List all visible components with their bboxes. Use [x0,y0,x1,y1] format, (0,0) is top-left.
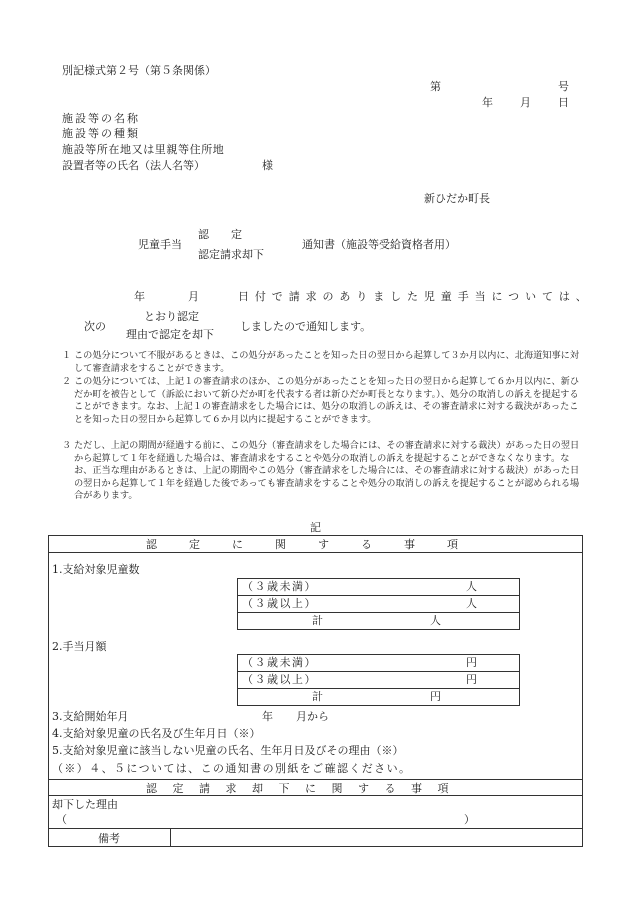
amount-over3-unit: 円 [466,673,477,686]
remarks-field[interactable] [172,829,582,846]
section1-header-text: 認定に関する事項 [146,538,490,551]
divider [237,595,520,596]
section2-header-text: 認定請求却下に関する事項 [146,782,464,795]
title-option-approve: 認 定 [198,228,242,241]
facility-name-label: 施設等の名称 [62,112,140,125]
item1-label: 1.支給対象児童数 [52,563,140,576]
section1-header [146,538,490,552]
item4-label: 4.支給対象児童の氏名及び生年月日（※） [52,727,261,740]
amount-over3-label: （３歳以上） [242,673,317,686]
ki-label: 記 [310,521,321,534]
note-2 [62,376,584,426]
count-total-label: 計 [312,614,323,627]
date-year: 年 [482,96,493,109]
paren-open: （ [56,813,67,826]
footnote: （※）４、５については、この通知書の別紙をご確認ください。 [52,762,412,775]
divider [237,688,520,689]
divider [237,671,520,672]
paren-close: ） [464,813,475,826]
note-number: ３ [62,440,72,451]
body-line1: 日付で請求のありました児童手当については、 [238,290,593,303]
date-day: 日 [558,96,569,109]
title-option-reject: 認定請求却下 [198,248,264,261]
amount-total-unit: 円 [430,690,441,703]
body-option-approve: とおり認定 [144,310,199,323]
amount-under3-label: （３歳未満） [242,656,317,669]
facility-type-label: 施設等の種類 [62,127,140,140]
title-prefix: 児童手当 [138,238,182,251]
item3-label: 3.支給開始年月 [52,710,129,723]
section2-header [146,782,486,796]
note-text: ただし、上記の期間が経過する前に、この処分（審査請求をした場合には、その審査請求に対する裁決）があった日の翌日から起算して１年を経過した場合は、審査請求をすることや処分の取消しの訴えを提起することができなくなります。なお、正当な理由があるときは、上記の期間やこの処分（審査請求をした場合には、その審査請求に対する裁決）があった日の翌日から起算して１年を経過した後であっても審査請求をすることや処分の取消しの訴えを提起することが認められる場合があります。 [74,440,580,502]
note-text: この処分について不服があるときは、この処分があったことを知った日の翌日から起算して３か月以内に、北海道知事に対して審査請求をすることができます。 [74,350,580,374]
note-number: ２ [62,376,72,387]
item2-label: 2.手当月額 [52,640,107,653]
date-month: 月 [520,96,531,109]
body-next: 次の [84,320,106,333]
count-over3-label: （３歳以上） [242,597,317,610]
count-under3-unit: 人 [466,580,477,593]
note-number: １ [62,350,72,361]
body-option-reject: 理由で認定を却下 [126,328,214,341]
doc-number-suffix: 号 [558,80,569,93]
item3-year: 年 [262,710,273,723]
count-over3-unit: 人 [466,597,477,610]
note-text: この処分については、上記１の審査請求のほか、この処分があったことを知った日の翌日から起算して６か月以内に、新ひだか町を被告として（訴訟において新ひだか町を代表する者は新ひだか町長となります。）、処分の取消しの訴えを提起することができます。なお、上記１の審査請求をした場合には、処分の取消しの訴えは、その審査請求に対する裁決があったことを知った日の翌日から起算して６か月以内に提起することができます。 [74,376,580,425]
amount-under3-unit: 円 [466,656,477,669]
count-total-unit: 人 [430,614,441,627]
doc-number-prefix: 第 [430,80,441,93]
divider [48,552,583,553]
form-id: 別記様式第２号（第５条関係） [62,64,216,77]
divider [48,779,583,780]
issuer: 新ひだか町長 [424,192,490,205]
title-suffix: 通知書（施設等受給資格者用） [302,238,456,251]
count-under3-label: （３歳未満） [242,580,317,593]
item3-month: 月から [296,710,329,723]
divider [237,612,520,613]
item5-label: 5.支給対象児童に該当しない児童の氏名、生年月日及びその理由（※） [52,744,404,757]
note-1 [62,350,584,375]
divider [170,828,171,847]
amount-total-label: 計 [312,690,323,703]
body-line2-end: しましたので通知します。 [240,320,372,333]
body-year: 年 [134,290,145,303]
note-3 [62,440,584,503]
body-month: 月 [188,290,199,303]
remarks-label: 備考 [98,832,120,845]
rejection-reason-label: 却下した理由 [52,798,118,811]
founder-name-label: 設置者等の氏名（法人名等） [62,159,205,172]
honorific: 様 [262,159,273,172]
facility-address-label: 施設等所在地又は里親等住所地 [62,143,225,156]
